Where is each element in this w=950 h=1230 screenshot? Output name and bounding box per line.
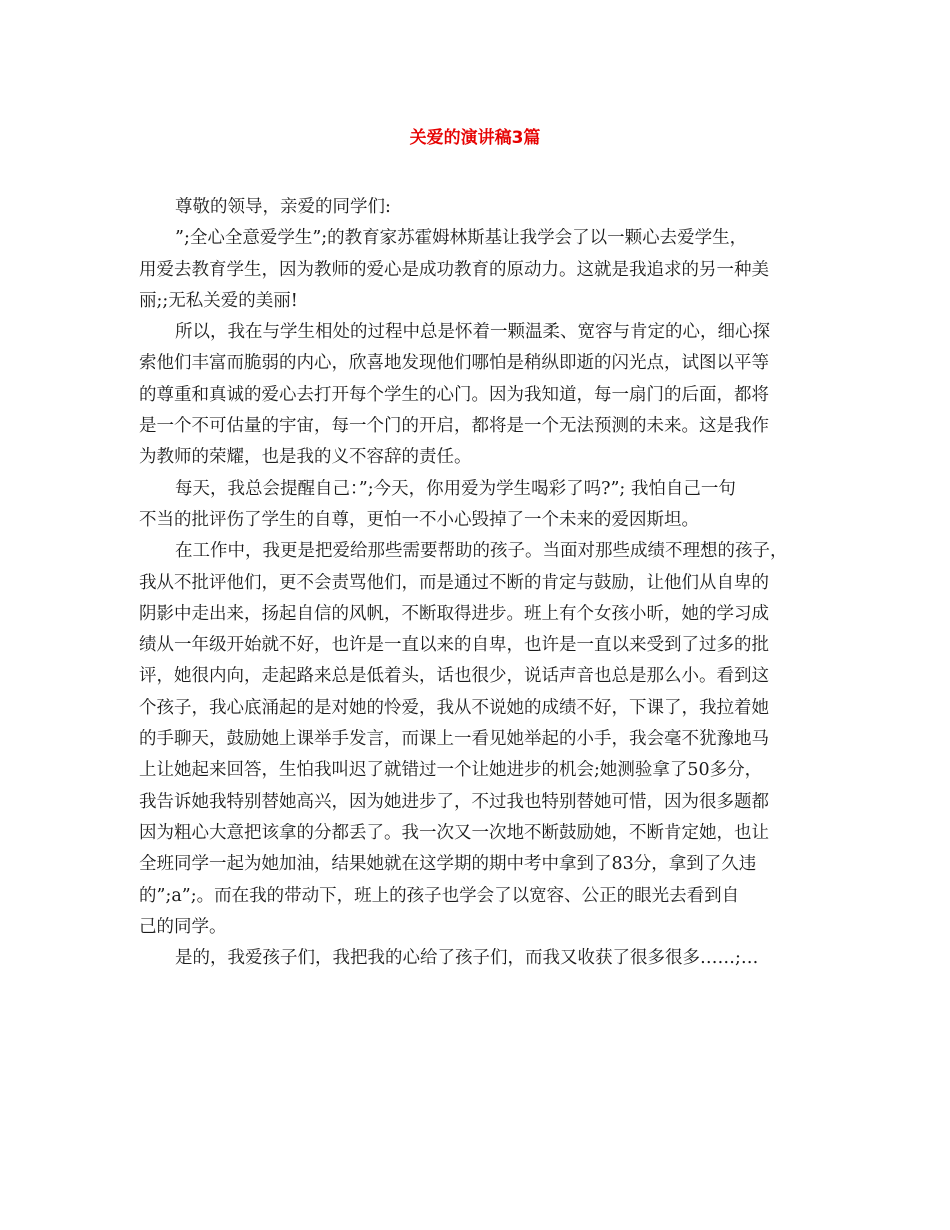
text-line: 个孩子，我心底涌起的是对她的怜爱，我从不说她的成绩不好，下课了，我拉着她 <box>139 697 769 718</box>
text-line: 己的同学。 <box>139 916 227 937</box>
text-line: 评，她很内向，走起路来总是低着头，话也很少，说话声音也总是那么小。看到这 <box>139 666 769 687</box>
text-line: 用爱去教育学生，因为教师的爱心是成功教育的原动力。这就是我追求的另一种美 <box>139 259 769 280</box>
text-line: 在工作中，我更是把爱给那些需要帮助的孩子。当面对那些成绩不理想的孩子， <box>175 541 788 562</box>
text-line: 我告诉她我特别替她高兴，因为她进步了，不过我也特别替她可惜，因为很多题都 <box>139 791 769 812</box>
text-line: 为教师的荣耀，也是我的义不容辞的责任。 <box>139 447 472 468</box>
text-line: 丽;;无私关爱的美丽! <box>139 290 298 311</box>
text-line: 上让她起来回答，生怕我叫迟了就错过一个让她进步的机会;她测验拿了50多分， <box>139 760 763 781</box>
text-line: 的尊重和真诚的爱心去打开每个学生的心门。因为我知道，每一扇门的后面，都将 <box>139 384 769 405</box>
text-line: 因为粗心大意把该拿的分都丢了。我一次又一次地不断鼓励她，不断肯定她，也让 <box>139 822 769 843</box>
text-line: 阴影中走出来，扬起自信的风帆，不断取得进步。班上有个女孩小昕，她的学习成 <box>139 603 769 624</box>
text-line: 全班同学一起为她加油，结果她就在这学期的期中考中拿到了83分，拿到了久违 <box>139 854 757 875</box>
text-line: 所以，我在与学生相处的过程中总是怀着一颗温柔、宽容与肯定的心，细心探 <box>175 322 770 343</box>
document-body <box>139 192 819 974</box>
text-line: 我从不批评他们，更不会责骂他们，而是通过不断的肯定与鼓励，让他们从自卑的 <box>139 572 769 593</box>
text-line: 是一个不可估量的宇宙，每一个门的开启，都将是一个无法预测的未来。这是我作 <box>139 416 769 437</box>
text-line: 索他们丰富而脆弱的内心，欣喜地发现他们哪怕是稍纵即逝的闪光点，试图以平等 <box>139 353 769 374</box>
text-line: 的手聊天，鼓励她上课举手发言，而课上一看见她举起的小手，我会毫不犹豫地马 <box>139 729 769 750</box>
text-line: 每天，我总会提醒自己：”;今天，你用爱为学生喝彩了吗?”; 我怕自己一句 <box>175 478 736 499</box>
text-line: 绩从一年级开始就不好，也许是一直以来的自卑，也许是一直以来受到了过多的批 <box>139 635 769 656</box>
document-title: 关爱的演讲稿3篇 <box>409 128 541 148</box>
text-line: 不当的批评伤了学生的自尊，更怕一不小心毁掉了一个未来的爱因斯坦。 <box>139 509 699 530</box>
text-line: 尊敬的领导，亲爱的同学们: <box>175 197 391 217</box>
text-line: 的”;a”;。而在我的带动下，班上的孩子也学会了以宽容、公正的眼光去看到自 <box>139 885 740 906</box>
text-line: ”;全心全意爱学生”;的教育家苏霍姆林斯基让我学会了以一颗心去爱学生， <box>175 228 748 249</box>
text-line: 是的，我爱孩子们，我把我的心给了孩子们，而我又收获了很多很多……;… <box>175 948 759 969</box>
